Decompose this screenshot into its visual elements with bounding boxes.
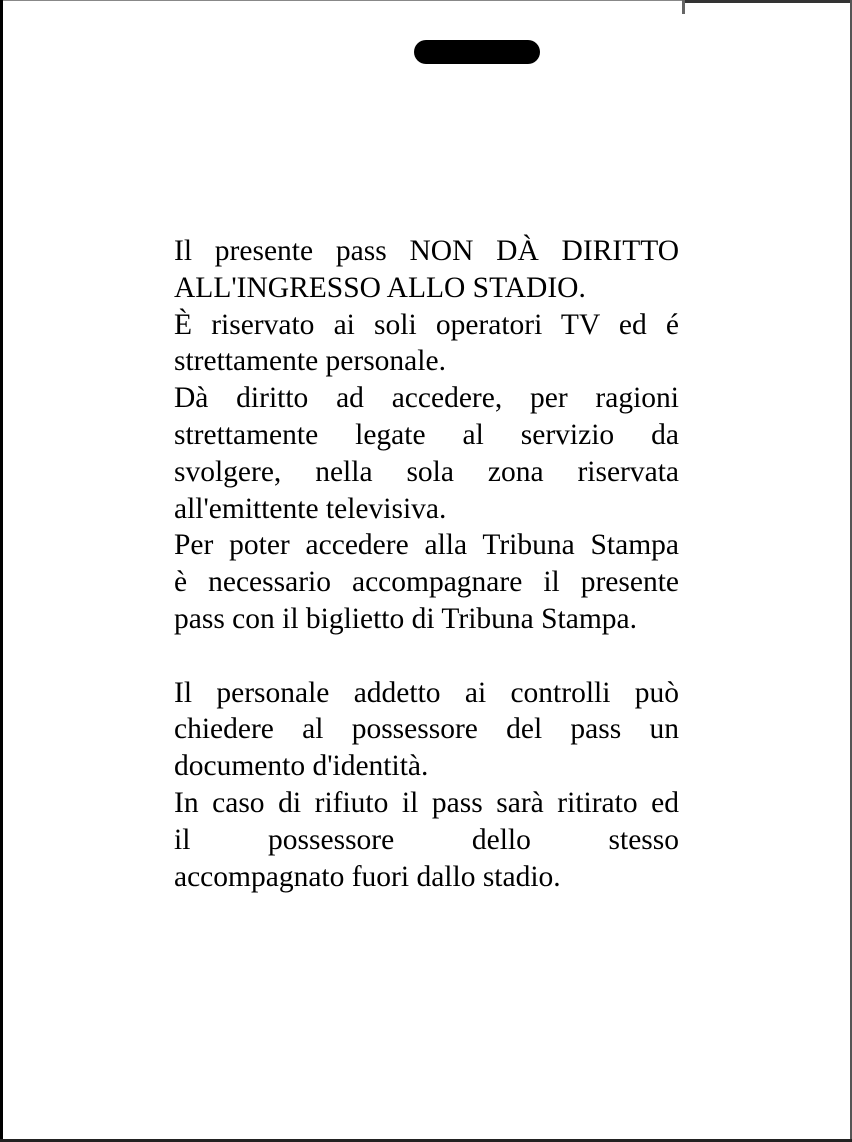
terms-paragraph-no-entry [174,233,679,307]
pass-terms [174,233,679,895]
terms-paragraph-id-check [174,675,679,785]
text-line: il possessore dello stesso [174,823,679,856]
terms-paragraph-press-box [174,527,679,637]
text-line: pass con il biglietto di Tribuna Stampa. [174,602,637,635]
text-line: Per poter accedere alla Tribuna Stampa [174,529,679,562]
text-line: svolgere, nella sola zona riservata [174,455,679,488]
scan-edge-top-right [682,0,852,3]
text-line: accompagnato fuori dallo stadio. [174,860,561,893]
text-line: strettamente personale. [174,345,446,378]
text-line: In caso di rifiuto il pass sarà ritirato ed [174,786,679,819]
text-line: Il personale addetto ai controlli può [174,676,679,709]
terms-paragraph-reserved [174,307,679,381]
terms-paragraph-refusal [174,785,679,895]
scan-edge-notch [682,0,685,14]
text-line: Il presente pass NON DÀ DIRITTO [174,235,679,267]
scan-edge-left [0,0,3,1142]
text-line: all'emittente televisiva. [174,492,447,525]
lanyard-slot [414,40,540,64]
text-line: è necessario accompagnare il presente [174,566,679,599]
text-line: strettamente legate al servizio da [174,418,679,451]
terms-paragraph-access [174,380,679,527]
text-line: Dà diritto ad accedere, per ragioni [174,382,679,415]
text-line: chiedere al possessore del pass un [174,713,679,746]
text-line: È riservato ai soli operatori TV ed é [174,308,679,341]
text-line: ALL'INGRESSO ALLO STADIO. [174,271,586,304]
text-line: documento d'identità. [174,750,429,783]
